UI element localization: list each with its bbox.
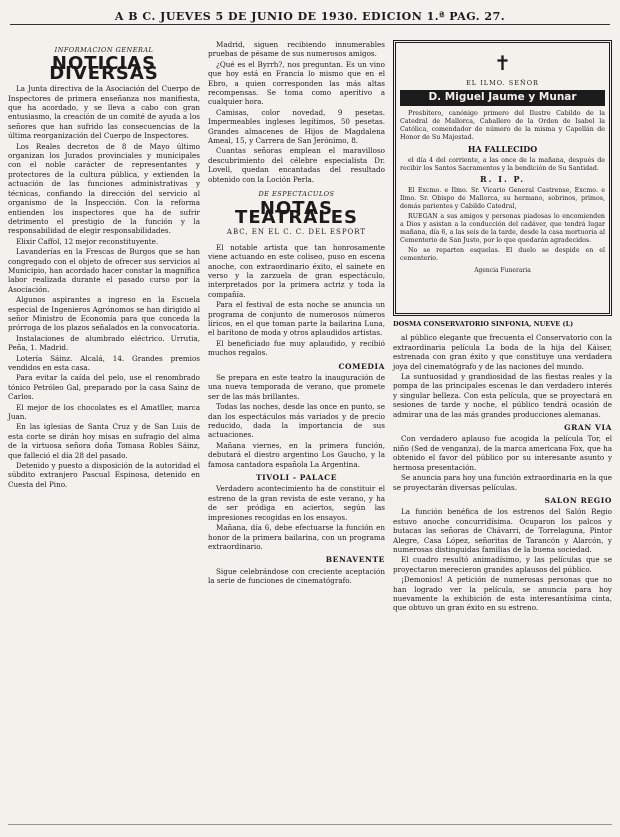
article-paragraph: Se prepara en este teatro la inauguración de una nueva temporada de verano, que promete ser de las más brillantes. — [208, 373, 385, 401]
article-paragraph: al público elegante que frecuenta el Conservatorio con la extraordinaria película La boda de la hija del Káiser, estrenada con gran éxito y que constituye una verdadera joya del cinematógrafo y de las naciones del mundo. — [393, 333, 612, 371]
article-paragraph: ¡Demonios! A petición de numerosas personas que no han logrado ver la película, se anuncia para hoy nuevamente la exhibición de esta interesantísima cinta, que obtuvo un gran éxito en su estreno. — [393, 575, 612, 613]
article-paragraph: El cuadro resultó animadísimo, y las películas que se proyectaron merecieron grandes aplausos del público. — [393, 555, 612, 574]
regio-heading: SALON REGIO — [544, 495, 612, 505]
obituary-fallecido: HA FALLECIDO — [467, 143, 538, 154]
article-paragraph: La Junta directiva de la Asociación del Cuerpo de Inspectores de primera enseñanza nos manifiesta, que ha acordado, y se lleva a cabo con gran entusiasmo, la creación de un comité de ayuda a los señores que han sufrido las consecuencias de la última reorganización del Cuerpo de Inspectores. — [8, 84, 200, 141]
obituary-name: D. Miguel Jaume y Munar — [400, 90, 605, 105]
article-paragraph: Instalaciones de alumbrado eléctrico. Urrutia, Peña, 1. Madrid. — [8, 333, 200, 353]
article-paragraph: El beneficiado fue muy aplaudido, y recibió muchos regalos. — [208, 338, 385, 358]
article-paragraph: Todas las noches, desde las once en punto, se dan los espectáculos más variados y de precio reducido, dada la importancia de sus actuaciones. — [208, 402, 385, 440]
obituary-fall-text: el día 4 del corriente, a las once de la mañana, después de recibir los Santos Sacramentos y la bendición de Su Santidad. — [400, 157, 605, 173]
noticias-title: NOTICIAS DIVERSAS — [49, 53, 159, 84]
obituary-agency: Agencia Funeraria — [474, 266, 531, 274]
article-paragraph: En las iglesias de Santa Cruz y de San Luis de esta corte se dirán hoy misas en sufragio del alma de la virtuosa señora doña Tomasa Robles Sáinz, que falleció el día 28 del pasado. — [8, 422, 200, 460]
notas-teatrales-title: NOTAS TEATRALES — [235, 197, 358, 228]
article-paragraph: Algunos aspirantes a ingreso en la Escuela especial de Ingenieros Agrónomos se han dirigido al señor Ministro de Economía para que conceda la prórroga de los plazos señalados en la convocatoria. — [8, 295, 200, 333]
column-3 — [393, 40, 612, 614]
article-paragraph: Para evitar la caída del pelo, use el renombrado tónico Petróleo Gal, preparado por la casa Sainz de Carlos. — [8, 373, 200, 402]
article-paragraph: Lavanderías en la Frescas de Burgos que se han congregado con el objeto de ofrecer sus servicios al Municipio, han acordado hacer constar la magnífica labor realizada durante el pasado curso por la Asociación. — [8, 247, 200, 294]
article-paragraph: Detenido y puesto a disposición de la autoridad el súbdito extranjero Pascual Espinosa, detenido en Cuesta del Pino. — [8, 461, 200, 489]
page-header: A B C. JUEVES 5 DE JUNIO DE 1930. EDICION 1.ª PAG. 27. — [114, 10, 506, 23]
article-paragraph: Mañana, día 6, debe efectuarse la función en honor de la primera bailarina, con un programa extraordinario. — [208, 523, 385, 551]
article-paragraph: La función benéfica de los estrenos del Salón Regio estuvo anoche concurridísima. Ocuparon los palcos y butacas las señoras de Chávarri, de Torrelaguna, Pintor Alegre, Casa López, señoritas de Tarancón y Alarcón, y numerosas distinguidas familias de la buena sociedad. — [393, 507, 612, 554]
article-paragraph: Cuantas señoras emplean el maravilloso descubrimiento del célebre especialista Dr. Lovell, quedan encantadas del resultado obtenido con la Loción Perla. — [208, 146, 385, 184]
comedia-heading: COMEDIA — [338, 361, 385, 371]
obituary-pretitle: EL ILMO. SEÑOR — [466, 79, 539, 87]
obituary-rip: R. I. P. — [479, 174, 525, 185]
article-paragraph: Elixir Caffol, 12 mejor reconstituyente. — [16, 236, 159, 246]
article-paragraph: Mañana viernes, en la primera función, debutará el diestro argentino Los Gaucho, y la famosa cantadora española La Argentina. — [208, 440, 385, 469]
article-paragraph: Se anuncia para hoy una función extraordinaria en la que se proyectarán diversas películas. — [393, 473, 612, 492]
article-paragraph: El notable artista que tan honrosamente viene actuando en este coliseo, puso en escena anoche, con extraordinario éxito, el sainete en verso y la zarzuela de gran espectáculo, interpretados por la primera actriz y toda la compañía. — [208, 242, 385, 299]
section-label: INFORMACION GENERAL — [54, 46, 154, 54]
article-paragraph: Madrid, siguen recibiendo innumerables pruebas de pésame de sus numerosos amigos. — [208, 40, 385, 59]
article-paragraph: El mejor de los chocolates es el Amatller, marca Juan. — [8, 402, 200, 422]
footer-rule — [8, 824, 612, 825]
header-rule — [10, 24, 610, 25]
article-paragraph: Camisas, color novedad, 9 pesetas. Impermeables ingleses legítimos, 50 pesetas. Grandes almacenes de Hijos de Magdalena Ameal, 15, y Carrera de San Jerónimo, 8. — [208, 107, 385, 146]
obituary-description: Presbítero, canónigo primero del Ilustre Cabildo de la Catedral de Mallorca, Caballero de la Orden de Isabel la Católica, comendador de número de la misma y Capellán de Honor de Su Majestad. — [400, 109, 605, 141]
column-2 — [208, 40, 385, 587]
ad-line: DOSMA CONSERVATORIO SINFONIA, NUEVE (L) — [393, 320, 574, 328]
article-paragraph: ¿Qué es el Byrrh?, nos preguntan. Es un vino que hoy está en Francia lo mismo que en el Ebro, a quien corresponden las más altas recompensas. Se toma como aperitivo a cualquier hora. — [208, 59, 385, 107]
article-paragraph: Con verdadero aplauso fue acogida la película Tor, el niño (Sed de venganza), de la marca americana Fox, que ha obtenido el favor del público por su interesante asunto y hermosa presentación. — [393, 434, 612, 472]
benavente-heading: BENAVENTE — [325, 555, 385, 565]
obituary-family: El Excmo. e Ilmo. Sr. Vicario General Castrense, Excmo. e Ilmo. Sr. Obispo de Mallorca, su hermano, sobrinos, primos, demás parientes y Cabildo Catedral, — [400, 186, 605, 210]
obituary-box — [393, 40, 612, 316]
article-paragraph: Los Reales decretos de 8 de Mayo último organizan los Jurados provinciales y municipales con el noble carácter de representantes y protectores de la cultura pública, y extienden la actuación de las funciones administrativas y técnicas, confiando la dirección del servicio al organismo de la Inspección. Con la reforma entienden los inspectores que ha de sufrir detrimento el prestigio de la función y la responsabilidad de elegir responsabilidades. — [8, 141, 200, 236]
section-label: DE ESPECTACULOS — [258, 190, 335, 199]
obituary-request: RUEGAN a sus amigos y personas piadosas lo encomienden a Dios y asistan a la conducción del cadáver, que tendrá lugar mañana, día 6, a las seis de la tarde, desde la casa mortuoria al Cementerio de San Justo, por lo que quedarán agradecidos. — [400, 212, 605, 244]
palace-heading: TIVOLI - PALACE — [255, 473, 338, 483]
granvia-heading: GRAN VIA — [564, 423, 612, 433]
notas-subtitle: ABC, EN EL C. C. DEL ESPORT — [226, 228, 367, 237]
article-paragraph: Para el festival de esta noche se anuncia un programa de conjunto de numerosos números líricos, en el que toman parte la bailarina Luna, el barítono de moda y otros aplaudidos artistas. — [208, 300, 385, 338]
article-paragraph: Sigue celebrándose con creciente aceptación la serie de funciones de cinematógrafo. — [208, 566, 385, 586]
article-paragraph: Verdadero acontecimiento ha de constituir el estreno de la gran revista de este verano, y ha de ser pródiga en aciertos, según las impresiones recogidas en los ensayos. — [208, 484, 385, 522]
column-1 — [8, 40, 200, 490]
article-paragraph: La suntuosidad y grandiosidad de las fiestas reales y la pompa de las principales escenas le dan verdadero interés y singular belleza. Con esta película, que se proyectará en sesiones de tarde y noche, el público tendrá ocasión de admirar una de las más grandes producciones alemanas. — [393, 372, 612, 419]
obituary-note: No se reparten esquelas. El duelo se despide en el cementerio. — [400, 246, 605, 262]
article-paragraph: Lotería Sáinz. Alcalá, 14. Grandes premios vendidos en esta casa. — [8, 353, 200, 372]
cross-icon: ✝ — [494, 51, 511, 75]
